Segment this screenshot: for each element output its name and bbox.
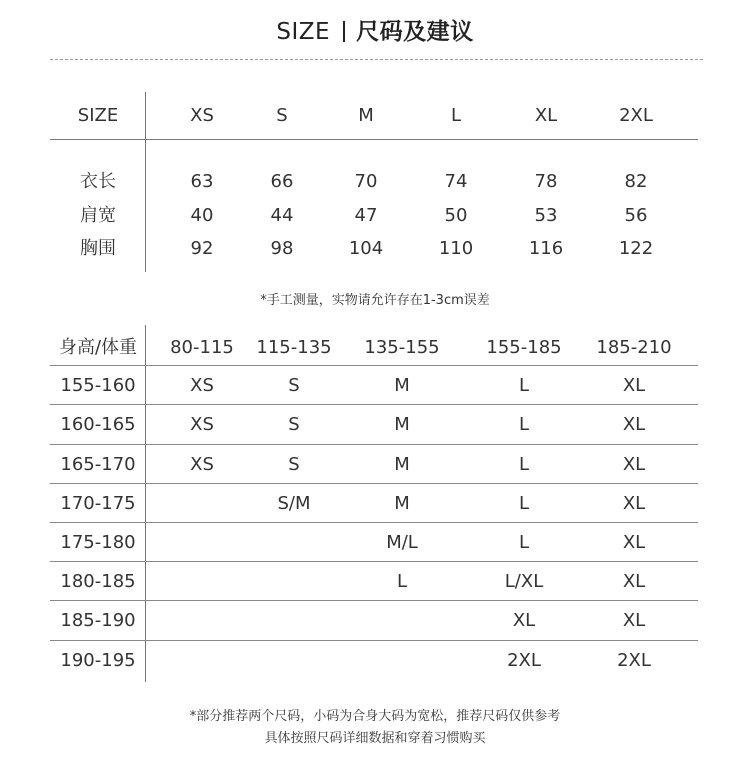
recommend-row-divider — [50, 561, 698, 562]
recommend-size-cell: S — [288, 414, 300, 435]
recommend-size-cell: XL — [622, 493, 646, 514]
size-value-cell: 53 — [534, 205, 558, 226]
size-header-cell: 2XL — [619, 105, 653, 126]
recommend-size-cell: XL — [622, 454, 646, 475]
size-header-corner: SIZE — [77, 105, 119, 126]
weight-header-cell: 115-135 — [256, 337, 332, 358]
size-row-label: 胸围 — [80, 238, 116, 259]
recommend-size-cell: 2XL — [507, 650, 541, 671]
recommend-size-cell: XS — [190, 375, 214, 396]
size-value-cell: 110 — [438, 238, 474, 259]
height-row-label: 155-160 — [60, 375, 136, 396]
recommend-row-divider — [50, 522, 698, 523]
page-title — [0, 14, 750, 50]
height-row-label: 160-165 — [60, 414, 136, 435]
recommend-size-cell: L — [518, 414, 530, 435]
size-header-cell: L — [450, 105, 462, 126]
recommend-size-cell: S — [288, 454, 300, 475]
size-table — [50, 92, 700, 272]
size-table-header-line — [50, 139, 698, 140]
size-row-label: 衣长 — [80, 171, 116, 192]
height-row-label: 185-190 — [60, 610, 136, 631]
recommend-size-cell: XL — [622, 571, 646, 592]
size-value-cell: 66 — [270, 171, 294, 192]
size-value-cell: 82 — [624, 171, 648, 192]
recommend-table — [50, 325, 700, 682]
size-value-cell: 56 — [624, 205, 648, 226]
recommend-size-cell: L — [518, 375, 530, 396]
title-chinese: 尺码及建议 — [356, 19, 474, 45]
recommend-size-cell: M/L — [386, 532, 418, 553]
size-row-label: 肩宽 — [80, 205, 116, 226]
size-header-cell: S — [276, 105, 288, 126]
height-row-label: 180-185 — [60, 571, 136, 592]
recommend-size-cell: XL — [512, 610, 536, 631]
recommend-size-cell: L — [518, 454, 530, 475]
measure-note: *手工测量，实物请允许存在1-3cm误差 — [260, 293, 490, 308]
recommend-row-divider — [50, 483, 698, 484]
size-value-cell: 92 — [190, 238, 214, 259]
size-value-cell: 122 — [618, 238, 654, 259]
height-row-label: 170-175 — [60, 493, 136, 514]
recommend-size-cell: XL — [622, 375, 646, 396]
recommend-size-cell: XS — [190, 454, 214, 475]
recommend-size-cell: L — [518, 493, 530, 514]
title-divider — [50, 59, 703, 60]
title-english: SIZE — [276, 19, 331, 45]
recommend-size-cell: M — [394, 414, 410, 435]
recommend-size-cell: 2XL — [617, 650, 651, 671]
recommend-size-cell: S/M — [277, 493, 311, 514]
size-value-cell: 78 — [534, 171, 558, 192]
recommend-row-divider — [50, 404, 698, 405]
recommend-size-cell: L/XL — [504, 571, 544, 592]
weight-header-cell: 80-115 — [170, 337, 234, 358]
title-separator — [343, 21, 345, 42]
footer-notes — [0, 706, 750, 750]
size-value-cell: 104 — [348, 238, 384, 259]
size-value-cell: 40 — [190, 205, 214, 226]
recommend-row-divider — [50, 640, 698, 641]
size-value-cell: 98 — [270, 238, 294, 259]
size-value-cell: 116 — [528, 238, 564, 259]
size-value-cell: 70 — [354, 171, 378, 192]
recommend-row-divider — [50, 365, 698, 366]
recommend-size-cell: L — [518, 532, 530, 553]
height-row-label: 165-170 — [60, 454, 136, 475]
size-header-cell: XL — [534, 105, 558, 126]
size-value-cell: 63 — [190, 171, 214, 192]
recommend-size-cell: L — [396, 571, 408, 592]
recommend-size-cell: XS — [190, 414, 214, 435]
size-header-cell: XS — [190, 105, 214, 126]
recommend-size-cell: M — [394, 454, 410, 475]
size-value-cell: 44 — [270, 205, 294, 226]
recommend-size-cell: XL — [622, 610, 646, 631]
height-row-label: 190-195 — [60, 650, 136, 671]
footer-note-2: 具体按照尺码详细数据和穿着习惯购买 — [264, 731, 486, 746]
size-value-cell: 50 — [444, 205, 468, 226]
recommend-row-divider — [50, 444, 698, 445]
size-header-cell: M — [358, 105, 374, 126]
recommend-size-cell: XL — [622, 532, 646, 553]
recommend-size-cell: M — [394, 375, 410, 396]
size-value-cell: 74 — [444, 171, 468, 192]
recommend-size-cell: XL — [622, 414, 646, 435]
recommend-header-corner: 身高/体重 — [58, 337, 138, 358]
weight-header-cell: 185-210 — [596, 337, 672, 358]
height-row-label: 175-180 — [60, 532, 136, 553]
weight-header-cell: 155-185 — [486, 337, 562, 358]
recommend-row-divider — [50, 600, 698, 601]
recommend-size-cell: M — [394, 493, 410, 514]
weight-header-cell: 135-155 — [364, 337, 440, 358]
footer-note-1: *部分推荐两个尺码，小码为合身大码为宽松，推荐尺码仅供参考 — [189, 709, 561, 724]
size-value-cell: 47 — [354, 205, 378, 226]
recommend-size-cell: S — [288, 375, 300, 396]
